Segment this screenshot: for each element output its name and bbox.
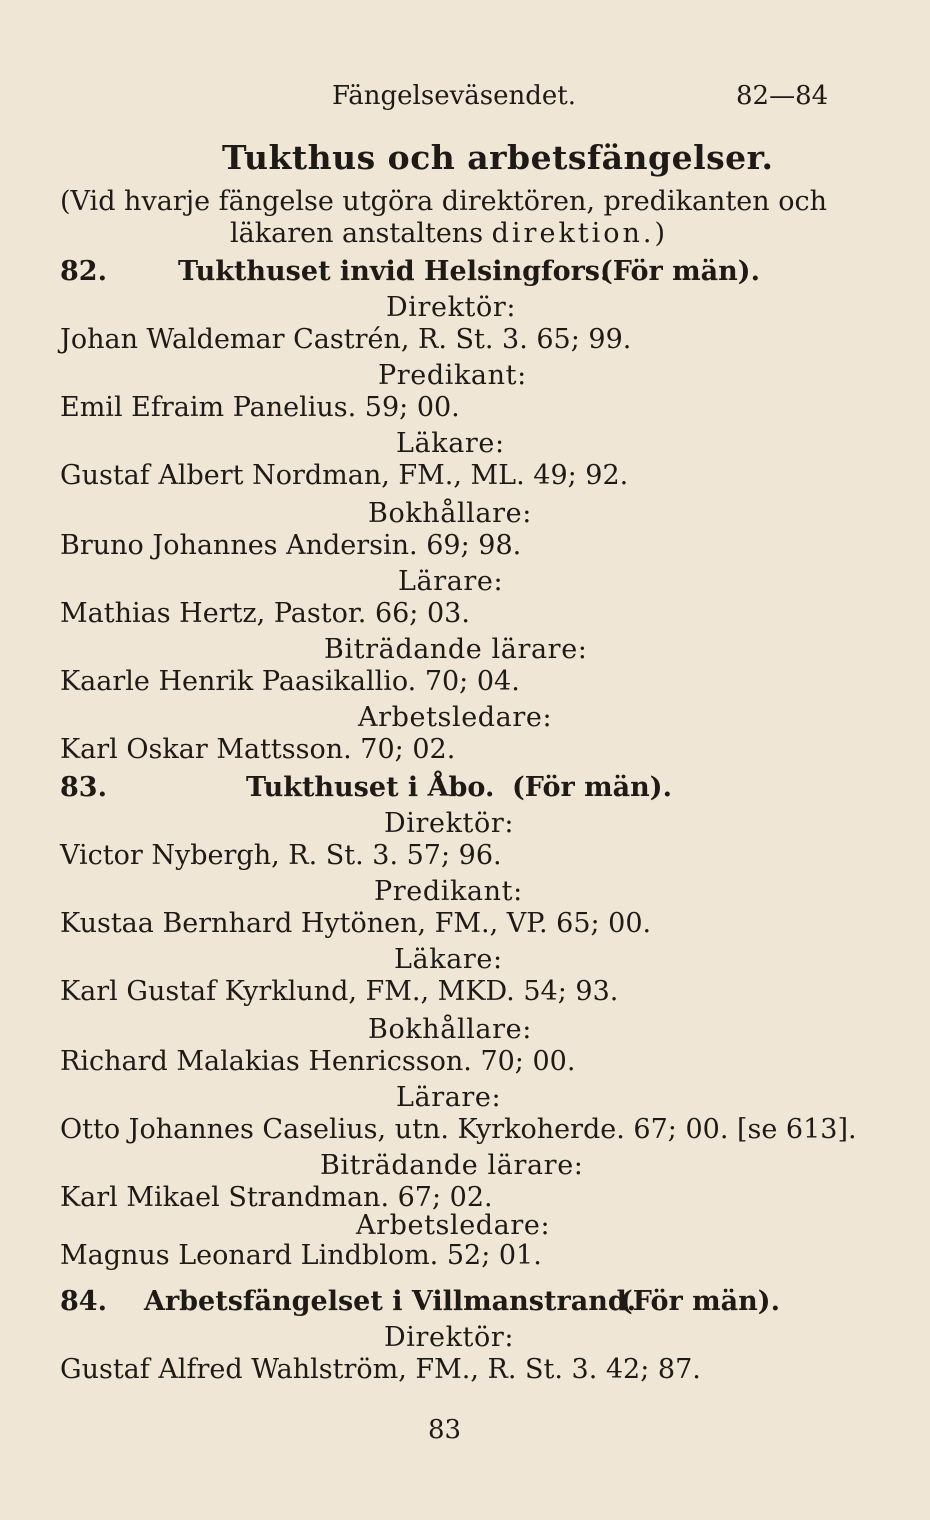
intro-note-line-1: (Vid hvarje fängelse utgöra direktören, predikanten och (60, 186, 828, 217)
staff-role: Läkare: (396, 428, 505, 459)
staff-person: Emil Efraim Panelius. 59; 00. (60, 392, 460, 423)
section-name: Tukthuset invid Helsingfors. (178, 256, 610, 287)
section-note: (För män). (620, 1286, 780, 1317)
intro-note-line-2 (230, 218, 665, 250)
staff-person: Magnus Leonard Lindblom. 52; 01. (60, 1240, 542, 1271)
staff-role: Arbetsledare: (358, 702, 553, 733)
staff-person: Johan Waldemar Castrén, R. St. 3. 65; 99. (60, 324, 632, 355)
staff-person: Kustaa Bernhard Hytönen, FM., VP. 65; 00. (60, 908, 652, 939)
staff-role: Biträdande lärare: (324, 634, 588, 665)
section-name: Arbetsfängelset i Villmanstrand. (144, 1286, 637, 1317)
staff-role: Direktör: (386, 292, 517, 323)
intro-note-text: läkaren anstaltens (230, 218, 492, 249)
section-number: 84. (60, 1286, 107, 1317)
staff-person: Victor Nybergh, R. St. 3. 57; 96. (60, 840, 502, 871)
page-number: 83 (428, 1415, 462, 1445)
section-number: 82. (60, 256, 107, 287)
staff-person: Mathias Hertz, Pastor. 66; 03. (60, 598, 470, 629)
staff-person: Otto Johannes Caselius, utn. Kyrkoherde. 67; 00. [se 613]. (60, 1114, 857, 1145)
staff-role: Bokhållare: (368, 1014, 532, 1045)
staff-role: Lärare: (396, 1082, 502, 1113)
staff-role: Predikant: (378, 360, 527, 391)
running-header-range: 82—84 (736, 81, 829, 111)
staff-role: Arbetsledare: (356, 1210, 551, 1241)
staff-role: Predikant: (374, 876, 523, 907)
staff-person: Bruno Johannes Andersin. 69; 98. (60, 530, 522, 561)
section-note: (För män). (512, 772, 672, 803)
staff-role: Läkare: (394, 944, 503, 975)
staff-person: Kaarle Henrik Paasikallio. 70; 04. (60, 666, 520, 697)
section-name: Tukthuset i Åbo. (246, 772, 495, 803)
section-note: (För män). (600, 256, 760, 287)
staff-role: Direktör: (384, 1322, 515, 1353)
staff-role: Direktör: (384, 808, 515, 839)
staff-person: Karl Gustaf Kyrklund, FM., MKD. 54; 93. (60, 976, 619, 1007)
staff-person: Gustaf Albert Nordman, FM., ML. 49; 92. (60, 460, 629, 491)
staff-role: Lärare: (398, 566, 504, 597)
intro-note-emphasis: direktion. (491, 218, 655, 249)
staff-person: Gustaf Alfred Wahlström, FM., R. St. 3. 42; 87. (60, 1354, 701, 1385)
running-header-section: Fängelseväsendet. (332, 81, 577, 111)
staff-role: Bokhållare: (368, 498, 532, 529)
staff-person: Karl Mikael Strandman. 67; 02. (60, 1182, 493, 1213)
staff-role: Biträdande lärare: (320, 1150, 584, 1181)
page-title: Tukthus och arbetsfängelser. (222, 138, 774, 177)
staff-person: Richard Malakias Henricsson. 70; 00. (60, 1046, 576, 1077)
intro-note-close: ) (654, 218, 666, 249)
section-number: 83. (60, 772, 107, 803)
staff-person: Karl Oskar Mattsson. 70; 02. (60, 734, 456, 765)
